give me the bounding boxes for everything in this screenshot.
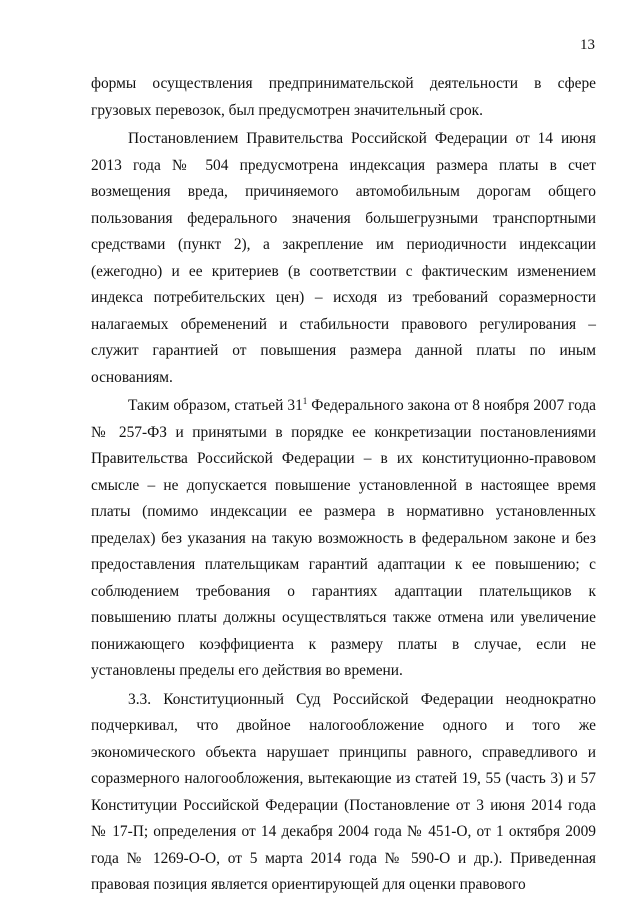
- page-number: 13: [580, 37, 595, 53]
- article-reference-text: Таким образом, статьей 31: [128, 397, 303, 414]
- paragraph-3-3: 3.3. Конституционный Суд Российской Федерации неоднократно подчеркивал, что двойное налогообложение одного и того же экономического объекта нарушает принципы равного, справедливого и соразмерного налогообложения, вытекающие из статей 19, 55 (часть 3) и 57 Конституции Российской Федерации (Постановление от 3 июня 2014 года № 17-П; определения от 14 декабря 2004 года № 451-О, от 1 октября 2009 года № 1269-О-О, от 5 марта 2014 года № 590-О и др.). Приведенная правовая позиция является ориентирующей для оценки правового: [91, 690, 596, 893]
- document-body: [91, 71, 596, 899]
- paragraph-continuation: формы осуществления предпринимательской деятельности в сфере грузовых перевозок, был предусмотрен значительный срок.: [91, 75, 596, 119]
- article-paragraph-text: Федерального закона от 8 ноября 2007 года № 257-ФЗ и принятыми в порядке ее конкретизации постановлениями Правительства Российской Федерации – в их конституционно-правовом смысле – не допускается повышение установленной в настоящее время платы (помимо индексации ее размера в нормативно установленных пределах) без указания на такую возможность в федеральном законе и без предоставления плательщикам гарантий адаптации к ее повышению; с соблюдением требования о гарантиях адаптации плательщиков к повышению платы должны осуществляться также отмена или увеличение понижающего коэффициента к размеру платы в случае, если не установлены пределы его действия во времени.: [91, 397, 597, 679]
- article-superscript: 1: [302, 396, 308, 406]
- paragraph-government-resolution: Постановлением Правительства Российской Федерации от 14 июня 2013 года № 504 предусмотрена индексация размера платы в счет возмещения вреда, причиняемого автомобильным дорогам общего пользования федерального значения большегрузными транспортными средствами (пункт 2), а закрепление им периодичности индексации (ежегодно) и ее критериев (в соответствии с фактическим изменением индекса потребительских цен) – исходя из требований соразмерности налагаемых обременений и стабильности правового регулирования – служит гарантией от повышения размера данной платы по иным основаниям.: [91, 130, 596, 386]
- paragraph-article-31-1: [91, 393, 596, 685]
